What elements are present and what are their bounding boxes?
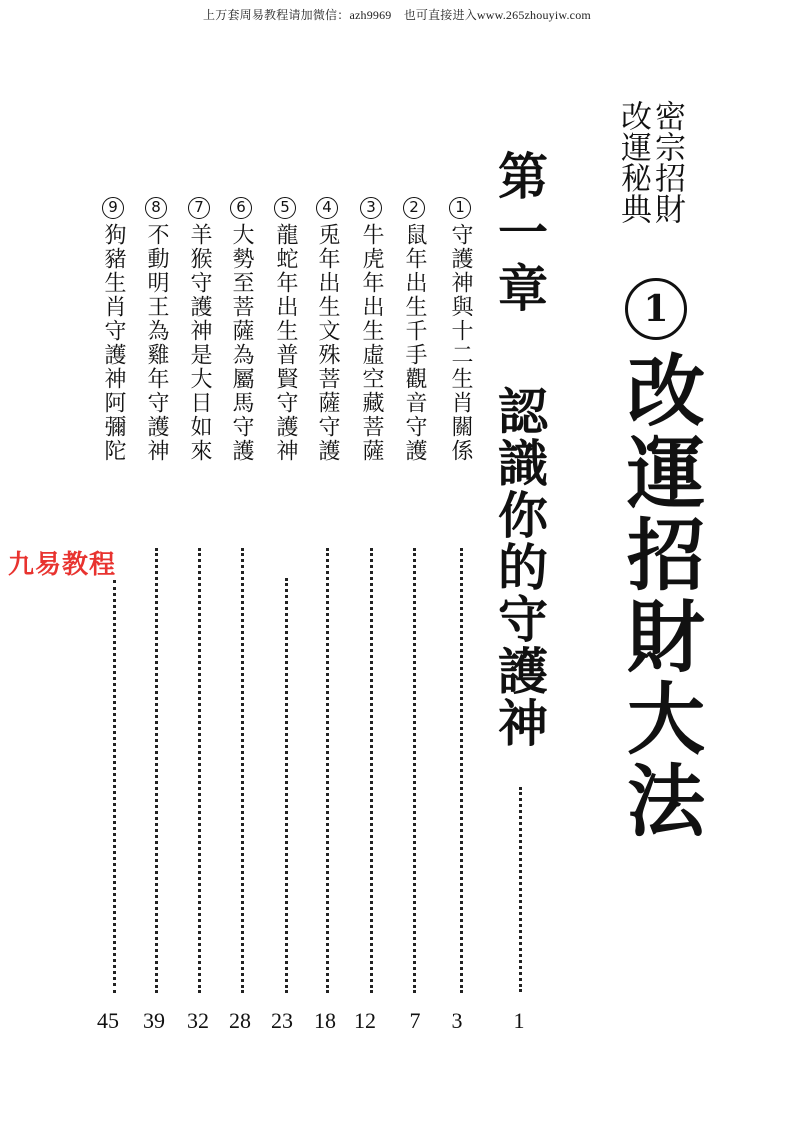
series-title-column-2: 改運秘典 <box>615 100 651 224</box>
entry-5-page-number: 23 <box>271 1008 293 1033</box>
entry-6-page-number: 28 <box>229 1008 251 1033</box>
entry-7-page-number: 32 <box>187 1008 209 1033</box>
entry-number-badge: 2 <box>405 198 423 218</box>
toc-entry-1[interactable] <box>448 197 472 463</box>
toc-entry-5[interactable] <box>273 197 297 463</box>
entry-number-badge: 6 <box>232 198 250 218</box>
entry-5-dot-leader <box>285 578 288 993</box>
entry-2-dot-leader <box>413 548 416 993</box>
toc-entry-4[interactable] <box>315 197 339 463</box>
entry-text: 狗豬生肖守護神阿彌陀 <box>101 223 126 463</box>
entry-text: 牛虎年出生虛空藏菩薩 <box>359 223 384 463</box>
entry-text: 羊猴守護神是大日如來 <box>187 223 212 463</box>
entry-4-dot-leader <box>326 548 329 993</box>
book-title: 改運招財大法 <box>614 350 705 842</box>
chapter-title: 認識你的守護神 <box>490 385 549 749</box>
header-line: 上万套周易教程请加微信：azh9969 也可直接进入www.265zhouyiw.com <box>203 8 591 22</box>
entry-3-page-number: 12 <box>354 1008 376 1033</box>
watermark: 九易教程 <box>8 550 117 580</box>
entry-text: 守護神與十二生肖關係 <box>448 223 473 463</box>
volume-number-badge: 1 <box>625 278 687 340</box>
entry-text: 龍蛇年出生普賢守護神 <box>273 223 298 463</box>
entry-number-badge: 7 <box>190 198 208 218</box>
toc-entry-7[interactable] <box>187 197 211 463</box>
entry-number-badge: 5 <box>276 198 294 218</box>
entry-number-badge: 1 <box>451 198 469 218</box>
entry-text: 鼠年出生千手觀音守護 <box>402 223 427 463</box>
toc-entry-8[interactable] <box>144 197 168 463</box>
entry-number-badge: 4 <box>318 198 336 218</box>
entry-3-dot-leader <box>370 548 373 993</box>
entry-7-dot-leader <box>198 548 201 993</box>
entry-number-badge: 8 <box>147 198 165 218</box>
entry-6-dot-leader <box>241 548 244 993</box>
toc-entry-2[interactable] <box>402 197 426 463</box>
entry-number-badge: 3 <box>362 198 380 218</box>
entry-8-page-number: 39 <box>143 1008 165 1033</box>
toc-entry-3[interactable] <box>359 197 383 463</box>
chapter-number: 第一章 <box>490 150 549 318</box>
entry-9-page-number: 45 <box>97 1008 119 1033</box>
entry-2-page-number: 7 <box>409 1008 421 1033</box>
entry-9-dot-leader <box>113 580 116 993</box>
entry-8-dot-leader <box>155 548 158 993</box>
entry-number-badge: 9 <box>104 198 122 218</box>
toc-entry-9[interactable] <box>101 197 125 463</box>
entry-text: 大勢至菩薩為屬馬守護 <box>229 223 254 463</box>
entry-1-page-number: 3 <box>451 1008 463 1033</box>
entry-1-dot-leader <box>460 548 463 993</box>
chapter-page-number: 1 <box>513 1008 525 1033</box>
chapter-dot-leader <box>519 787 522 992</box>
toc-entry-6[interactable] <box>229 197 253 463</box>
entry-text: 不動明王為雞年守護神 <box>144 223 169 463</box>
entry-4-page-number: 18 <box>314 1008 336 1033</box>
series-title-column-1: 密宗招財 <box>649 100 685 224</box>
entry-text: 兎年出生文殊菩薩守護 <box>315 223 340 463</box>
